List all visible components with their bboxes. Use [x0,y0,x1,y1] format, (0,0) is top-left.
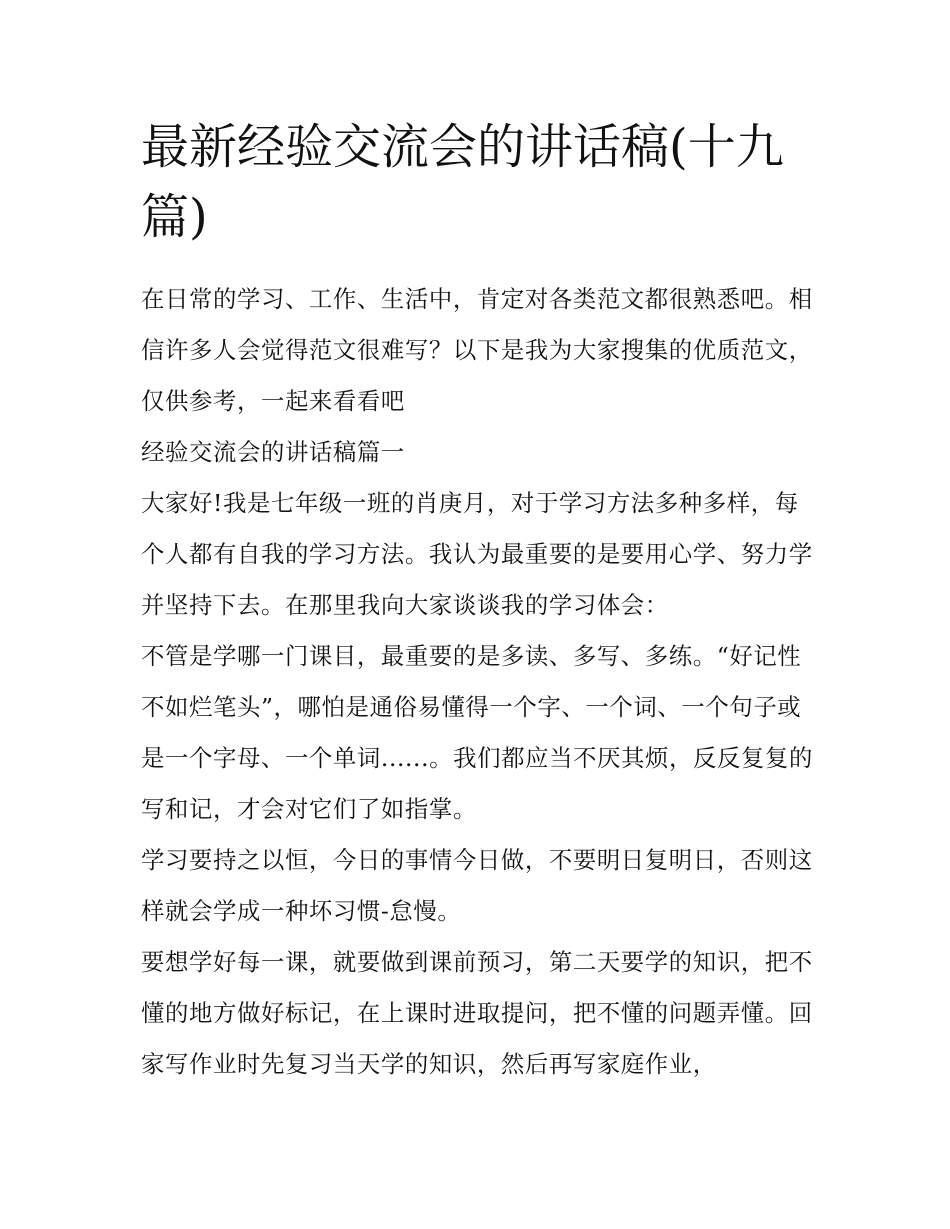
body-paragraph: 不管是学哪一门课目，最重要的是多读、多写、多练。“好记性不如烂笔头”，哪怕是通俗易懂得一个字、一个词、一个句子或是一个字母、一个单词......。我们都应当不厌其烦，反反复复的写和记，才会对它们了如指掌。 [141,642,813,823]
intro-paragraph: 在日常的学习、工作、生活中，肯定对各类范文都很熟悉吧。相信许多人会觉得范文很难写？以下是我为大家搜集的优质范文，仅供参考，一起来看看吧 [141,285,813,415]
document-title: 最新经验交流会的讲话稿(十九篇) [141,119,784,245]
section-heading: 经验交流会的讲话稿篇一 [141,438,405,466]
body-paragraph: 要想学好每一课，就要做到课前预习，第二天要学的知识，把不懂的地方做好标记，在上课时进取提问，把不懂的问题弄懂。回家写作业时先复习当天学的知识，然后再写家庭作业， [141,948,813,1078]
document-body [141,112,821,1090]
body-paragraph: 学习要持之以恒，今日的事情今日做，不要明日复明日，否则这样就会学成一种坏习惯-怠慢。 [141,846,813,925]
body-paragraph: 大家好!我是七年级一班的肖庚月，对于学习方法多种多样，每个人都有自我的学习方法。我认为最重要的是要用心学、努力学并坚持下去。在那里我向大家谈谈我的学习体会： [141,489,813,619]
